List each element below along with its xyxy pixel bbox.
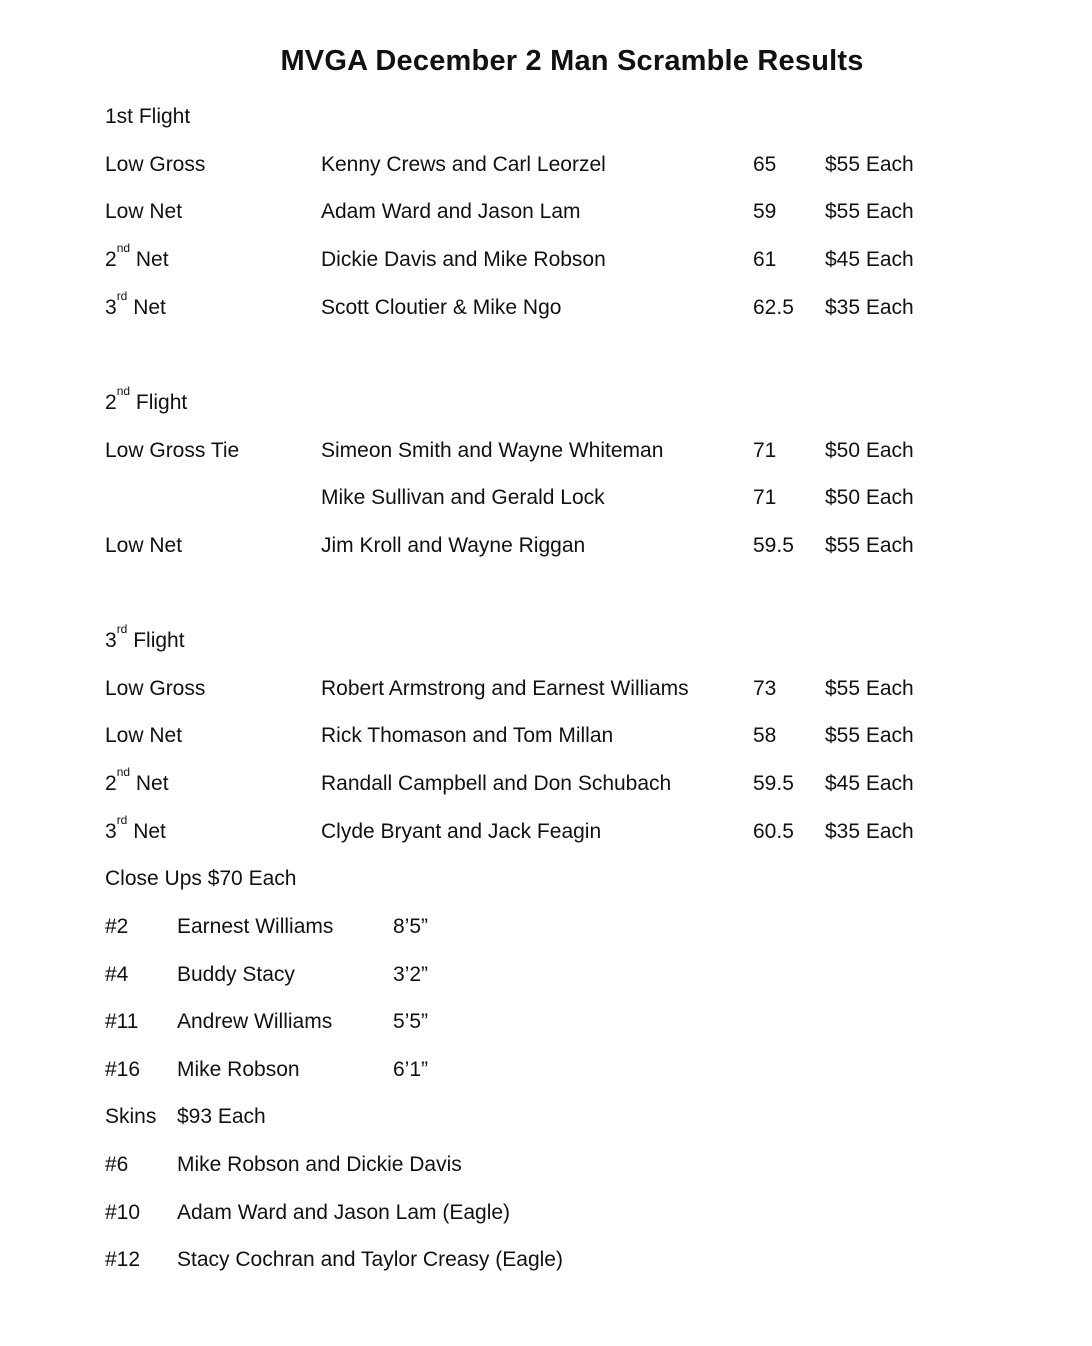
prize-amount: $45 Each xyxy=(825,772,914,795)
hole-number: #11 xyxy=(105,1010,139,1033)
prize-amount: $45 Each xyxy=(825,248,914,271)
category-label: Low Net xyxy=(105,724,183,747)
closeups-heading-text: Close Ups $70 Each xyxy=(105,867,297,890)
prize-amount: $55 Each xyxy=(825,534,914,557)
player-name: Buddy Stacy xyxy=(177,963,295,986)
prize-amount: $55 Each xyxy=(825,724,914,747)
team-score: 59.5 xyxy=(753,534,794,557)
team-names: Simeon Smith and Wayne Whiteman xyxy=(321,439,664,462)
team-score: 73 xyxy=(753,677,777,700)
player-name: Mike Robson xyxy=(177,1058,300,1081)
team-score: 58 xyxy=(753,724,777,747)
page-title: MVGA December 2 Man Scramble Results xyxy=(280,45,864,77)
team-score: 71 xyxy=(753,439,777,462)
hole-number: #16 xyxy=(105,1058,141,1081)
team-names: Scott Cloutier & Mike Ngo xyxy=(321,296,562,319)
team-names: Mike Sullivan and Gerald Lock xyxy=(321,486,605,509)
team-names: Rick Thomason and Tom Millan xyxy=(321,724,614,747)
category-label: Low Gross xyxy=(105,677,206,700)
team-names: Mike Robson and Dickie Davis xyxy=(177,1153,462,1176)
category-label: 2nd Net xyxy=(105,765,169,795)
team-names: Adam Ward and Jason Lam xyxy=(321,200,581,223)
hole-number: #4 xyxy=(105,963,129,986)
team-score: 59 xyxy=(753,200,777,223)
flight-heading-text: 3rd Flight xyxy=(105,622,185,652)
player-name: Earnest Williams xyxy=(177,915,334,938)
flight-heading-text: 1st Flight xyxy=(105,105,191,128)
prize-amount: $55 Each xyxy=(825,153,914,176)
team-score: 71 xyxy=(753,486,777,509)
flight-heading-text: 2nd Flight xyxy=(105,384,188,414)
team-names: Clyde Bryant and Jack Feagin xyxy=(321,820,602,843)
team-names: Randall Campbell and Don Schubach xyxy=(321,772,672,795)
distance: 8’5” xyxy=(393,915,429,938)
team-names: Adam Ward and Jason Lam (Eagle) xyxy=(177,1201,511,1224)
hole-number: #12 xyxy=(105,1248,141,1271)
distance: 3’2” xyxy=(393,963,429,986)
hole-number: #10 xyxy=(105,1201,141,1224)
category-label: Low Net xyxy=(105,200,183,223)
team-names: Kenny Crews and Carl Leorzel xyxy=(321,153,606,176)
category-label: 3rd Net xyxy=(105,289,166,319)
player-name: Andrew Williams xyxy=(177,1010,333,1033)
prize-amount: $50 Each xyxy=(825,486,914,509)
team-score: 59.5 xyxy=(753,772,794,795)
team-names: Dickie Davis and Mike Robson xyxy=(321,248,606,271)
prize-amount: $35 Each xyxy=(825,820,914,843)
prize-amount: $55 Each xyxy=(825,677,914,700)
category-label: Low Net xyxy=(105,534,183,557)
team-score: 65 xyxy=(753,153,777,176)
distance: 5’5” xyxy=(393,1010,429,1033)
prize-amount: $55 Each xyxy=(825,200,914,223)
team-score: 62.5 xyxy=(753,296,794,319)
team-names: Stacy Cochran and Taylor Creasy (Eagle) xyxy=(177,1248,563,1271)
category-label: 2nd Net xyxy=(105,241,169,271)
prize-amount: $50 Each xyxy=(825,439,914,462)
distance: 6’1” xyxy=(393,1058,429,1081)
prize-amount: $35 Each xyxy=(825,296,914,319)
category-label: Low Gross xyxy=(105,153,206,176)
team-names: Jim Kroll and Wayne Riggan xyxy=(321,534,586,557)
category-label: Low Gross Tie xyxy=(105,439,240,462)
hole-number: #6 xyxy=(105,1153,129,1176)
team-score: 60.5 xyxy=(753,820,794,843)
skins-label: Skins xyxy=(105,1105,157,1128)
skins-prize: $93 Each xyxy=(177,1105,266,1128)
category-label: 3rd Net xyxy=(105,813,166,843)
team-score: 61 xyxy=(753,248,777,271)
hole-number: #2 xyxy=(105,915,129,938)
team-names: Robert Armstrong and Earnest Williams xyxy=(321,677,689,700)
